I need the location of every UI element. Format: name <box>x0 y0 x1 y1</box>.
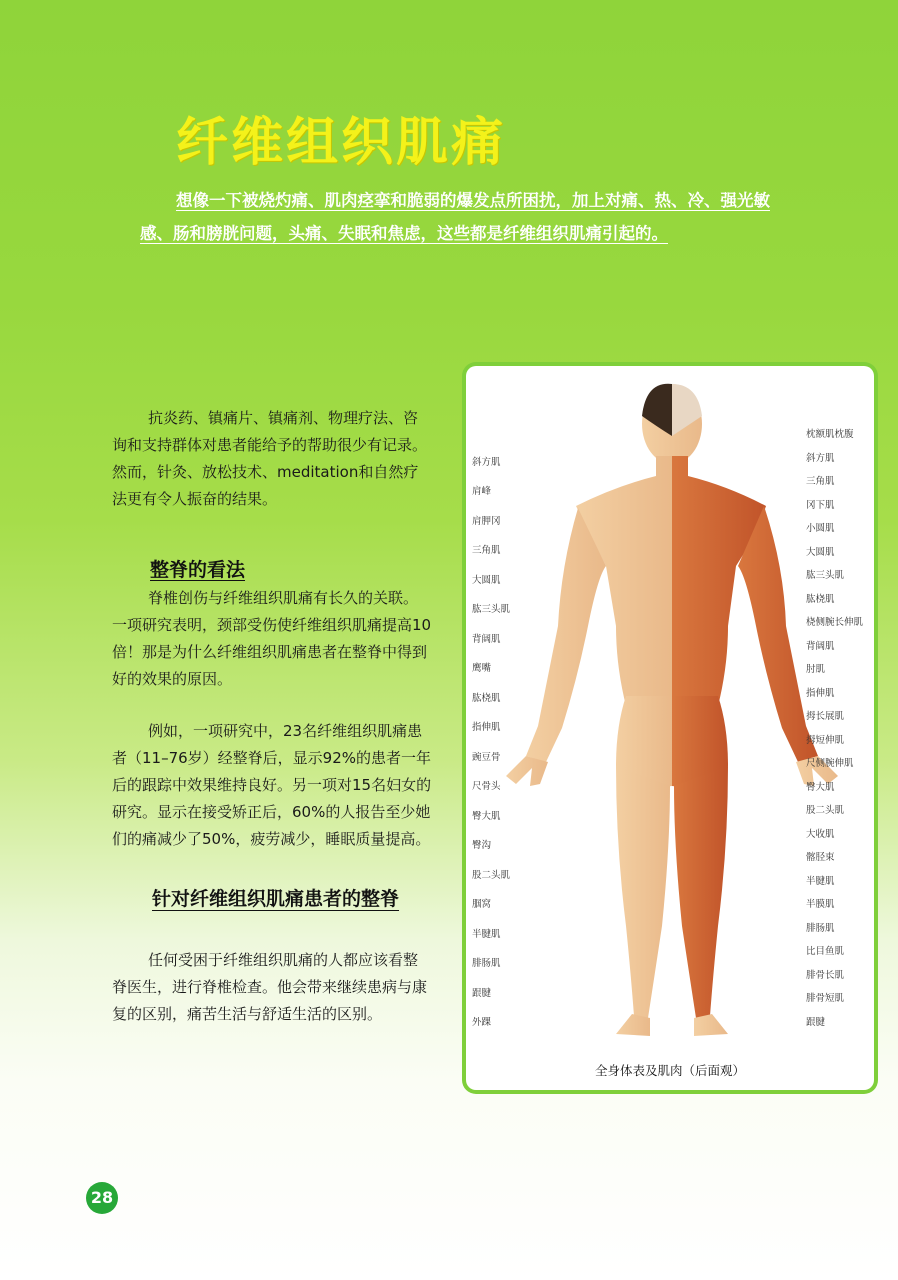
section1-paragraph-2: 例如，一项研究中，23名纤维组织肌痛患者（11–76岁）经整脊后，显示92%的患者一年后的跟踪中效果维持良好。另一项对15名妇女的研究。显示在接受矫正后，60%的人报告至少她们的痛减少了50%，疲劳减少，睡眠质量提高。 <box>112 722 432 848</box>
intro-span: 想像一下被烧灼痛、肌肉痉挛和脆弱的爆发点所困扰，加上对痛、热、冷、强光敏感、肠和膀胱问题，头痛、失眠和焦虑，这些都是纤维组织肌痛引起的。 <box>140 191 770 243</box>
label-left-15: 腘窝 <box>472 899 492 911</box>
label-right-10: 肘肌 <box>806 664 826 676</box>
anatomy-figure <box>466 366 874 1090</box>
label-right-8: 桡侧腕长伸肌 <box>806 617 864 629</box>
label-left-13: 臀沟 <box>472 840 492 852</box>
page-number: 28 <box>86 1182 118 1214</box>
paragraph-1: 抗炎药、镇痛片、镇痛剂、物理疗法、咨询和支持群体对患者能给予的帮助很少有记录。然而，针灸、放松技术、meditation和自然疗法更有令人振奋的结果。 <box>112 409 428 508</box>
label-right-22: 比目鱼肌 <box>806 946 845 958</box>
label-right-12: 拇长展肌 <box>806 711 845 723</box>
label-right-16: 股二头肌 <box>806 805 845 817</box>
label-left-8: 肱桡肌 <box>472 692 501 704</box>
label-right-15: 臀大肌 <box>806 781 835 793</box>
label-left-14: 股二头肌 <box>472 869 511 881</box>
label-right-2: 三角肌 <box>806 476 835 488</box>
label-left-19: 外踝 <box>472 1017 492 1028</box>
label-right-21: 腓肠肌 <box>806 922 835 934</box>
section1-heading: 整脊的看法 <box>150 559 246 581</box>
section2-heading: 针对纤维组织肌痛患者的整脊 <box>152 888 400 910</box>
label-right-20: 半膜肌 <box>806 899 835 911</box>
intro-text <box>140 184 780 250</box>
label-right-23: 腓骨长肌 <box>806 969 845 981</box>
label-right-4: 小圆肌 <box>806 523 835 535</box>
label-left-6: 背阔肌 <box>472 633 501 645</box>
label-right-25: 跟腱 <box>806 1017 826 1028</box>
section1-paragraph-1: 脊椎创伤与纤维组织肌痛有长久的关联。一项研究表明，颈部受伤使纤维组织肌痛提高10倍！那是为什么纤维组织肌痛患者在整脊中得到好的效果的原因。 <box>112 589 432 688</box>
label-right-17: 大收肌 <box>806 828 835 840</box>
label-right-11: 指伸肌 <box>806 687 835 699</box>
label-left-3: 三角肌 <box>472 545 501 557</box>
label-right-9: 背阔肌 <box>806 640 835 652</box>
label-left-5: 肱三头肌 <box>472 604 511 616</box>
label-right-13: 拇短伸肌 <box>806 734 845 746</box>
label-right-6: 肱三头肌 <box>806 570 845 582</box>
label-left-11: 尺骨头 <box>472 781 501 793</box>
label-right-7: 肱桡肌 <box>806 593 835 605</box>
label-right-5: 大圆肌 <box>806 546 835 558</box>
label-right-14: 尺侧腕伸肌 <box>806 758 854 770</box>
figure-caption: 全身体表及肌肉（后面观） <box>594 1063 745 1078</box>
label-left-16: 半腱肌 <box>472 928 501 940</box>
label-left-0: 斜方肌 <box>472 457 501 468</box>
label-left-17: 腓肠肌 <box>472 958 501 970</box>
section2-paragraph: 任何受困于纤维组织肌痛的人都应该看整脊医生，进行脊椎检查。他会带来继续患病与康复的区别，痛苦生活与舒适生活的区别。 <box>112 951 428 1023</box>
label-right-1: 斜方肌 <box>806 452 835 464</box>
label-left-18: 跟腱 <box>472 987 492 999</box>
label-right-0: 枕额肌枕腹 <box>806 429 854 440</box>
label-right-18: 髂胫束 <box>806 852 835 864</box>
label-left-2: 肩胛冈 <box>472 515 501 527</box>
label-left-1: 肩峰 <box>472 486 492 498</box>
label-right-19: 半腱肌 <box>806 875 835 887</box>
label-left-7: 鹰嘴 <box>472 663 492 675</box>
label-left-9: 指伸肌 <box>472 722 501 734</box>
label-left-10: 豌豆骨 <box>472 751 501 763</box>
label-right-3: 冈下肌 <box>806 499 835 511</box>
label-right-24: 腓骨短肌 <box>806 993 845 1005</box>
page-title: 纤维组织肌痛 <box>176 113 507 173</box>
label-left-4: 大圆肌 <box>472 574 501 586</box>
label-left-12: 臀大肌 <box>472 810 501 822</box>
